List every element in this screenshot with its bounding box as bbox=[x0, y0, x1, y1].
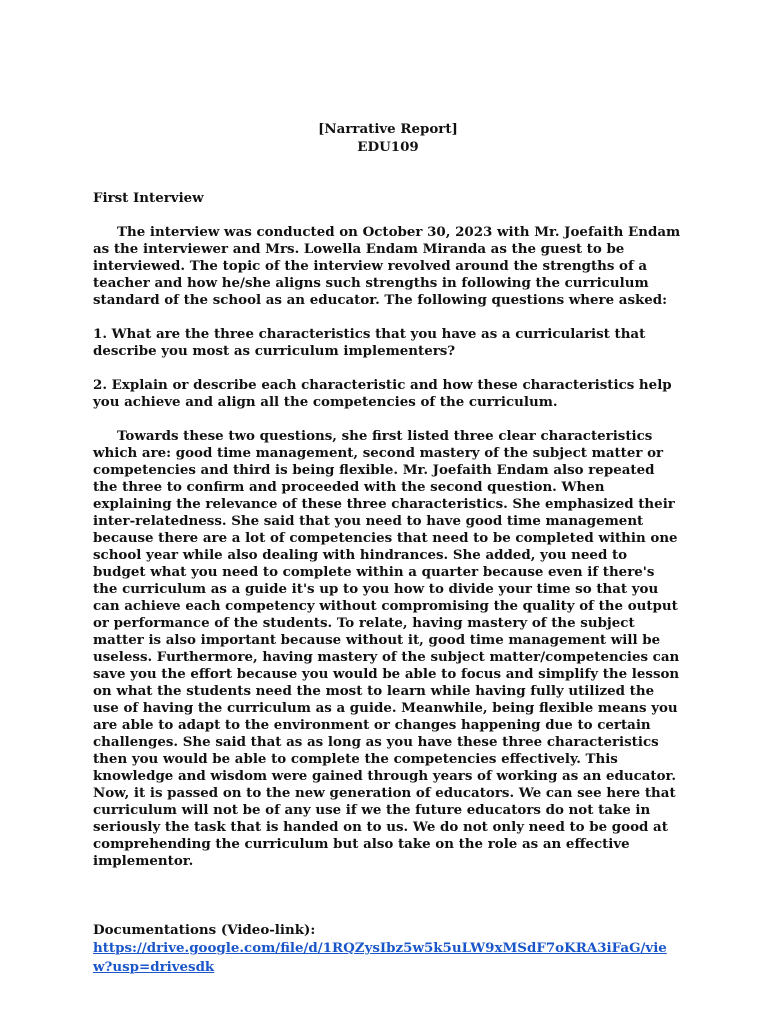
answer-paragraph: Towards these two questions, she first listed three clear characteristics which are: good time management, second mastery of the subject matter or competencies and third is being flexible. Mr. Joefaith Endam also repeated the three to confirm and proceeded with the second question. When explaining the relevance of these three characteristics. She emphasized their inter-relatedness. She said that you need to have good time management because there are a lot of competencies that need to be completed within one school year while also dealing with hindrances. She added, you need to budget what you need to complete within a quarter because even if there's the curriculum as a guide it's up to you how to divide your time so that you can achieve each competency without compromising the quality of the output or performance of the students. To relate, having mastery of the subject matter is also important because without it, good time management will be useless. Furthermore, having mastery of the subject matter/competencies can save you the effort because you would be able to focus and simplify the lesson on what the students need the most to learn while having fully utilized the use of having the curriculum as a guide. Meanwhile, being flexible means you are able to adapt to the environment or changes happening due to certain challenges. She said that as as long as you have these three characteristics then you would be able to complete the competencies effectively. This knowledge and wisdom were gained through years of working as an educator. Now, it is passed on to the new generation of educators. We can see here that curriculum will not be of any use if we the future educators do not take in seriously the task that is handed on to us. We do not only need to be good at comprehending the curriculum but also take on the role as an effective implementor. bbox=[93, 428, 680, 869]
question-1: 1. What are the three characteristics that you have as a curricularist that describe you most as curriculum implementers? bbox=[93, 326, 646, 359]
course-code: EDU109 bbox=[357, 139, 419, 155]
intro-paragraph: The interview was conducted on October 30, 2023 with Mr. Joefaith Endam as the interviewer and Mrs. Lowella Endam Miranda as the guest to be interviewed. The topic of the interview revolved around the strengths of a teacher and how he/she aligns such strengths in following the curriculum standard of the school as an educator. The following questions where asked: bbox=[93, 224, 681, 308]
video-link[interactable]: https://drive.google.com/file/d/1RQZysIbz5w5k5uLW9xMSdF7oKRA3iFaG/view?usp=drivesdk bbox=[93, 940, 667, 975]
report-title: [Narrative Report] bbox=[318, 121, 458, 137]
section-heading: First Interview bbox=[93, 190, 204, 206]
question-2: 2. Explain or describe each characteristic and how these characteristics help you achieve and align all the competencies of the curriculum. bbox=[93, 377, 672, 410]
title-block bbox=[93, 120, 683, 156]
document-page bbox=[93, 120, 683, 977]
documentation-label: Documentations (Video-link): bbox=[93, 922, 316, 938]
